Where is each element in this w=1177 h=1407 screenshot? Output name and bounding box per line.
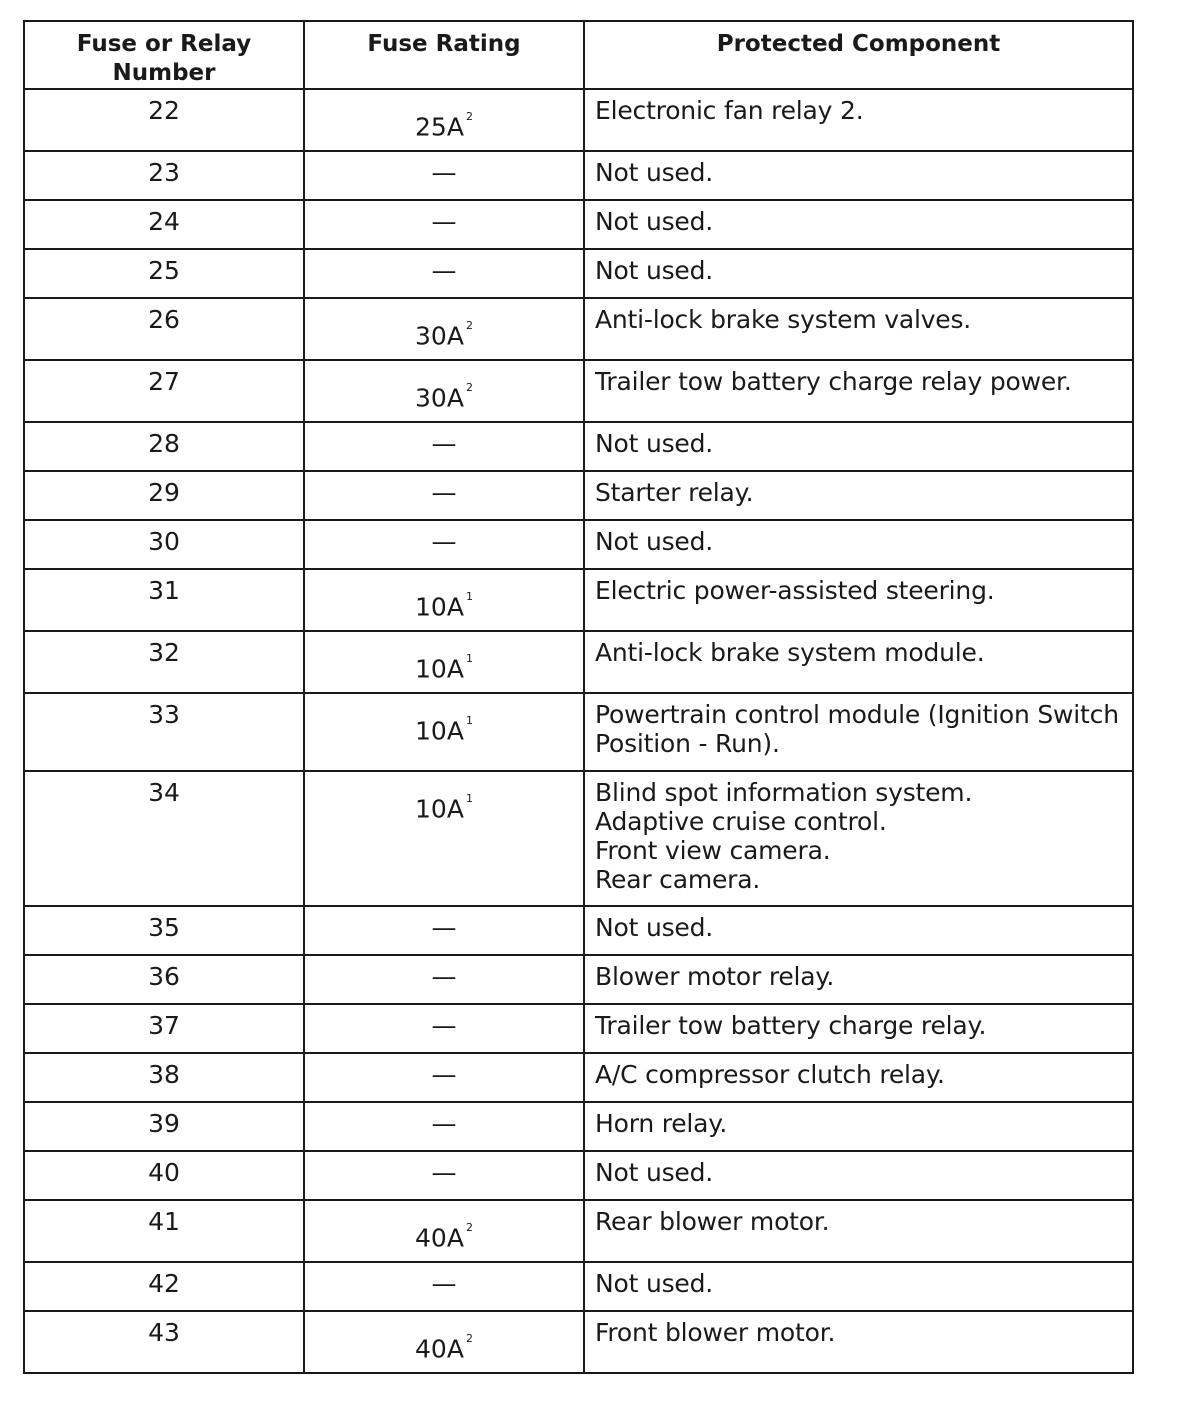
fuse-rating-cell xyxy=(304,1151,584,1200)
fuse-rating-cell xyxy=(304,693,584,771)
header-number: Fuse or Relay Number xyxy=(24,21,304,89)
component-line: Powertrain control module (Ignition Switch xyxy=(595,700,1119,729)
fuse-rating xyxy=(415,790,473,823)
protected-component xyxy=(584,906,1133,955)
table-row xyxy=(24,693,1133,771)
fuse-rating xyxy=(432,158,457,187)
fuse-rating-value: — xyxy=(431,478,457,507)
fuse-number: 39 xyxy=(24,1102,304,1151)
table-row xyxy=(24,1004,1133,1053)
component-line: Not used. xyxy=(595,1158,714,1187)
component-line: Anti-lock brake system module. xyxy=(595,638,985,667)
fuse-number: 42 xyxy=(24,1262,304,1311)
fuse-rating xyxy=(415,317,473,350)
component-line: Not used. xyxy=(595,429,714,458)
protected-component xyxy=(584,298,1133,360)
component-line: Not used. xyxy=(595,527,714,556)
fuse-number: 32 xyxy=(24,631,304,693)
fuse-rating-value: 10A xyxy=(415,716,464,746)
protected-component xyxy=(584,360,1133,422)
table-row xyxy=(24,151,1133,200)
fuse-rating xyxy=(432,527,457,556)
component-line: Adaptive cruise control. xyxy=(595,807,887,836)
fuse-rating xyxy=(415,1219,473,1252)
fuse-rating-cell xyxy=(304,955,584,1004)
table-row xyxy=(24,1053,1133,1102)
fuse-rating-value: 25A xyxy=(415,112,464,142)
footnote-marker: 2 xyxy=(465,1221,473,1234)
protected-component xyxy=(584,631,1133,693)
fuse-rating-value: — xyxy=(431,1060,457,1089)
fuse-rating xyxy=(432,429,457,458)
component-line: A/C compressor clutch relay. xyxy=(595,1060,945,1089)
fuse-number: 34 xyxy=(24,771,304,906)
table-row xyxy=(24,1200,1133,1262)
fuse-rating-cell xyxy=(304,249,584,298)
protected-component xyxy=(584,955,1133,1004)
table-row xyxy=(24,360,1133,422)
protected-component xyxy=(584,151,1133,200)
component-line: Horn relay. xyxy=(595,1109,728,1138)
fuse-rating-cell xyxy=(304,771,584,906)
table-row xyxy=(24,906,1133,955)
table-row xyxy=(24,89,1133,151)
component-line: Electric power-assisted steering. xyxy=(595,576,995,605)
fuse-rating-value: — xyxy=(431,1269,457,1298)
protected-component xyxy=(584,693,1133,771)
component-line: Rear camera. xyxy=(595,865,761,894)
fuse-rating-value: — xyxy=(431,913,457,942)
fuse-number: 30 xyxy=(24,520,304,569)
fuse-number: 38 xyxy=(24,1053,304,1102)
protected-component xyxy=(584,569,1133,631)
fuse-rating xyxy=(432,1158,457,1187)
fuse-rating xyxy=(415,379,473,412)
fuse-rating xyxy=(432,962,457,991)
component-line: Trailer tow battery charge relay power. xyxy=(595,367,1072,396)
fuse-rating-cell xyxy=(304,471,584,520)
fuse-number: 37 xyxy=(24,1004,304,1053)
fuse-rating-cell xyxy=(304,631,584,693)
header-row xyxy=(24,21,1133,89)
component-line: Trailer tow battery charge relay. xyxy=(595,1011,987,1040)
fuse-rating xyxy=(432,1269,457,1298)
fuse-number: 27 xyxy=(24,360,304,422)
fuse-rating-value: 40A xyxy=(415,1223,464,1253)
component-line: Anti-lock brake system valves. xyxy=(595,305,972,334)
protected-component xyxy=(584,471,1133,520)
protected-component xyxy=(584,200,1133,249)
fuse-rating-value: — xyxy=(431,1109,457,1138)
fuse-rating xyxy=(432,1109,457,1138)
table-row xyxy=(24,1102,1133,1151)
fuse-rating-cell xyxy=(304,520,584,569)
component-line: Blower motor relay. xyxy=(595,962,835,991)
fuse-rating xyxy=(432,256,457,285)
component-line: Front view camera. xyxy=(595,836,831,865)
fuse-rating-value: 10A xyxy=(415,794,464,824)
table-row xyxy=(24,249,1133,298)
protected-component xyxy=(584,1102,1133,1151)
component-line: Electronic fan relay 2. xyxy=(595,96,864,125)
table-row xyxy=(24,771,1133,906)
fuse-rating-value: — xyxy=(431,1158,457,1187)
protected-component xyxy=(584,771,1133,906)
header-rating: Fuse Rating xyxy=(304,21,584,89)
footnote-marker: 1 xyxy=(465,792,473,805)
fuse-number: 41 xyxy=(24,1200,304,1262)
fuse-number: 33 xyxy=(24,693,304,771)
table-row xyxy=(24,955,1133,1004)
fuse-number: 23 xyxy=(24,151,304,200)
protected-component xyxy=(584,249,1133,298)
component-line: Blind spot information system. xyxy=(595,778,973,807)
table-row xyxy=(24,200,1133,249)
table-row xyxy=(24,1262,1133,1311)
protected-component xyxy=(584,520,1133,569)
table-row xyxy=(24,422,1133,471)
fuse-number: 22 xyxy=(24,89,304,151)
protected-component xyxy=(584,422,1133,471)
fuse-number: 28 xyxy=(24,422,304,471)
fuse-rating-cell xyxy=(304,569,584,631)
fuse-rating-cell xyxy=(304,89,584,151)
protected-component xyxy=(584,1004,1133,1053)
component-line: Not used. xyxy=(595,207,714,236)
component-line: Not used. xyxy=(595,1269,714,1298)
fuse-rating xyxy=(415,588,473,621)
fuse-rating-cell xyxy=(304,200,584,249)
protected-component xyxy=(584,1151,1133,1200)
component-line: Not used. xyxy=(595,158,714,187)
component-line: Rear blower motor. xyxy=(595,1207,830,1236)
fuse-rating-cell xyxy=(304,360,584,422)
fuse-number: 24 xyxy=(24,200,304,249)
fuse-rating-value: — xyxy=(431,256,457,285)
fuse-rating-value: — xyxy=(431,429,457,458)
fuse-rating-value: 10A xyxy=(415,654,464,684)
fuse-rating-value: 40A xyxy=(415,1334,464,1364)
fuse-rating-cell xyxy=(304,1004,584,1053)
table-row xyxy=(24,1151,1133,1200)
fuse-rating-value: 10A xyxy=(415,592,464,622)
fuse-number: 26 xyxy=(24,298,304,360)
footnote-marker: 2 xyxy=(465,381,473,394)
fuse-rating-cell xyxy=(304,151,584,200)
fuse-rating-cell xyxy=(304,1053,584,1102)
protected-component xyxy=(584,89,1133,151)
component-line: Not used. xyxy=(595,256,714,285)
footnote-marker: 1 xyxy=(465,590,473,603)
component-line: Not used. xyxy=(595,913,714,942)
footnote-marker: 2 xyxy=(465,319,473,332)
fuse-rating xyxy=(415,712,473,745)
fuse-rating-cell xyxy=(304,1262,584,1311)
protected-component xyxy=(584,1311,1133,1373)
fuse-number: 43 xyxy=(24,1311,304,1373)
fuse-rating-cell xyxy=(304,1200,584,1262)
fuse-number: 29 xyxy=(24,471,304,520)
footnote-marker: 1 xyxy=(465,714,473,727)
fuse-rating-value: — xyxy=(431,1011,457,1040)
table-row xyxy=(24,1311,1133,1373)
fuse-number: 35 xyxy=(24,906,304,955)
fuse-rating xyxy=(432,207,457,236)
footnote-marker: 1 xyxy=(465,652,473,665)
fuse-rating xyxy=(415,108,473,141)
fuse-rating xyxy=(432,1060,457,1089)
fuse-rating-value: — xyxy=(431,207,457,236)
fuse-rating-cell xyxy=(304,298,584,360)
fuse-rating-value: 30A xyxy=(415,383,464,413)
fuse-rating-cell xyxy=(304,422,584,471)
table-row xyxy=(24,471,1133,520)
fuse-number: 36 xyxy=(24,955,304,1004)
fuse-number: 31 xyxy=(24,569,304,631)
table-row xyxy=(24,520,1133,569)
footnote-marker: 2 xyxy=(465,110,473,123)
fuse-rating-value: 30A xyxy=(415,321,464,351)
fuse-rating-cell xyxy=(304,906,584,955)
fuse-number: 25 xyxy=(24,249,304,298)
table-row xyxy=(24,631,1133,693)
fuse-table xyxy=(23,20,1134,1374)
protected-component xyxy=(584,1262,1133,1311)
component-line: Starter relay. xyxy=(595,478,754,507)
fuse-rating-value: — xyxy=(431,962,457,991)
table-row xyxy=(24,298,1133,360)
fuse-rating-cell xyxy=(304,1311,584,1373)
table-row xyxy=(24,569,1133,631)
fuse-number: 40 xyxy=(24,1151,304,1200)
fuse-rating-value: — xyxy=(431,527,457,556)
component-line: Position - Run). xyxy=(595,729,780,758)
fuse-rating xyxy=(432,913,457,942)
header-component: Protected Component xyxy=(584,21,1133,89)
fuse-rating-cell xyxy=(304,1102,584,1151)
fuse-rating-value: — xyxy=(431,158,457,187)
fuse-rating xyxy=(432,478,457,507)
footnote-marker: 2 xyxy=(465,1332,473,1345)
component-line: Front blower motor. xyxy=(595,1318,836,1347)
protected-component xyxy=(584,1053,1133,1102)
protected-component xyxy=(584,1200,1133,1262)
fuse-rating xyxy=(432,1011,457,1040)
fuse-rating xyxy=(415,650,473,683)
fuse-rating xyxy=(415,1330,473,1363)
